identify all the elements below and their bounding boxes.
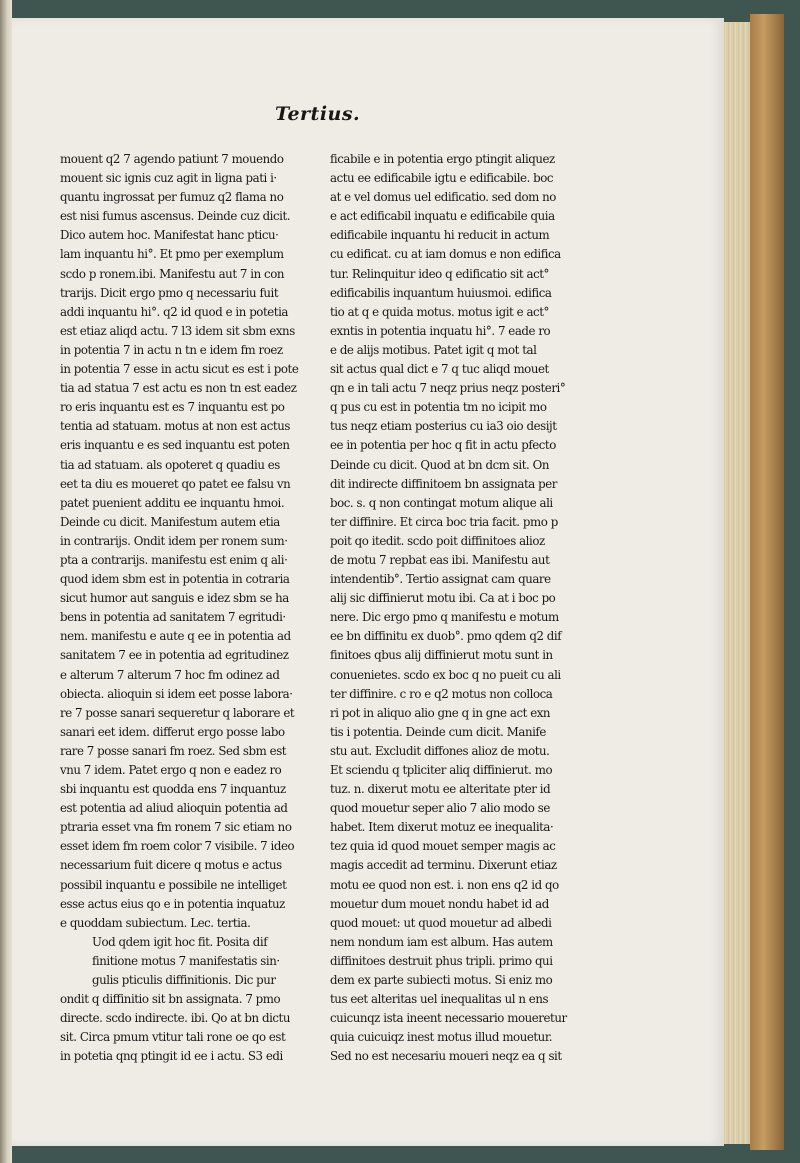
text-line: tus eet alteritas uel inequalitas ul n ens bbox=[330, 992, 549, 1007]
text-line: obiecta. alioquin si idem eet posse labora· bbox=[60, 686, 293, 701]
text-line: ondit q diffinitio sit bn assignata. 7 pmo bbox=[60, 992, 281, 1007]
text-line: patet puenient additu ee inquantu hmoi. bbox=[60, 495, 285, 510]
text-line: dem ex parte subiecti motus. Si eniz mo bbox=[330, 973, 553, 988]
text-line: cu edificat. cu at iam domus e non edifica bbox=[330, 247, 561, 262]
text-line: sanitatem 7 ee in potentia ad egritudinez bbox=[60, 648, 289, 663]
text-line: magis accedit ad terminu. Dixerunt etiaz bbox=[330, 858, 557, 873]
text-line: boc. s. q non contingat motum alique ali bbox=[330, 495, 553, 510]
text-line: sanari eet idem. differut ergo posse labo bbox=[60, 724, 285, 739]
text-line: e alterum 7 alterum 7 hoc fm odinez ad bbox=[60, 667, 280, 682]
text-line: actu ee edificabile igtu e edificabile. boc bbox=[330, 171, 554, 186]
text-line: e quoddam subiectum. Lec. tertia. bbox=[60, 915, 251, 930]
text-line: tentia ad statuam. motus at non est actus bbox=[60, 419, 290, 434]
text-line: sit. Circa pmum vtitur tali rone oe qo est bbox=[60, 1030, 286, 1045]
text-line: q pus cu est in potentia tm no icipit mo bbox=[330, 400, 547, 415]
text-line: in potentia 7 in actu n tn e idem fm roez bbox=[60, 342, 283, 357]
text-line: in potetia qnq ptingit id ee i actu. S3 edi bbox=[60, 1049, 283, 1064]
text-line: pta a contrarijs. manifestu est enim q ali· bbox=[60, 552, 288, 567]
text-line: tuz. n. dixerut motu ee alteritate pter id bbox=[330, 782, 551, 797]
page-block-edge bbox=[722, 22, 750, 1144]
text-line: poit qo itedit. scdo poit diffinitoes alioz bbox=[330, 533, 545, 548]
text-line: gulis pticulis diffinitionis. Dic pur bbox=[92, 973, 276, 988]
text-line: edificabilis inquantum huiusmoi. edifica bbox=[330, 285, 552, 300]
text-line: possibil inquantu e possibile ne intelliget bbox=[60, 877, 287, 892]
text-line: quia cuicuiqz inest motus illud mouetur. bbox=[330, 1030, 553, 1045]
text-line: est etiaz aliqd actu. 7 l3 idem sit sbm exns bbox=[60, 323, 295, 338]
text-line: necessarium fuit dicere q motus e actus bbox=[60, 858, 282, 873]
text-line: nem. manifestu e aute q ee in potentia ad bbox=[60, 629, 291, 644]
text-line: quod mouetur seper alio 7 alio modo se bbox=[330, 801, 550, 816]
text-line: ri pot in aliquo alio gne q in gne act exn bbox=[330, 705, 551, 720]
text-line: in contrarijs. Ondit idem per ronem sum· bbox=[60, 533, 288, 548]
text-line: bens in potentia ad sanitatem 7 egritudi· bbox=[60, 610, 286, 625]
facing-page-edge bbox=[0, 0, 12, 1163]
text-line: esse actus eius qo e in potentia inquatuz bbox=[60, 896, 285, 911]
text-line: mouent sic ignis cuz agit in ligna pati i· bbox=[60, 171, 277, 186]
book-cover bbox=[750, 14, 784, 1150]
text-line: exntis in potentia inquatu hi°. 7 eade ro bbox=[330, 323, 551, 338]
text-line: motu ee quod non est. i. non ens q2 id qo bbox=[330, 877, 559, 892]
text-line: ee bn diffinitu ex duob°. pmo qdem q2 dif bbox=[330, 629, 562, 644]
left-text-column bbox=[60, 150, 318, 1067]
text-line: alij sic diffinierut motu ibi. Ca at i boc po bbox=[330, 591, 556, 606]
text-line: tia ad statuam. als opoteret q quadiu es bbox=[60, 457, 280, 472]
text-line: eris inquantu e es sed inquantu est poten bbox=[60, 438, 290, 453]
text-line: ee in potentia per hoc q fit in actu pfecto bbox=[330, 438, 556, 453]
text-line: nere. Dic ergo pmo q manifestu e motum bbox=[330, 610, 559, 625]
text-line: addi inquantu hi°. q2 id quod e in potetia bbox=[60, 304, 288, 319]
text-line: dit indirecte diffinitoem bn assignata per bbox=[330, 476, 557, 491]
text-line: est nisi fumus ascensus. Deinde cuz dicit. bbox=[60, 209, 291, 224]
text-line: ter diffinire. Et circa boc tria facit. pmo p bbox=[330, 514, 558, 529]
text-line: eet ta diu es moueret qo patet ee falsu vn bbox=[60, 476, 291, 491]
text-line: sbi inquantu est quodda ens 7 inquantuz bbox=[60, 782, 286, 797]
text-line: tis i potentia. Deinde cum dicit. Manife bbox=[330, 724, 546, 739]
text-line: quod mouet: ut quod mouetur ad albedi bbox=[330, 915, 552, 930]
text-line: finitoes qbus alij diffinierut motu sunt in bbox=[330, 648, 553, 663]
text-line: Uod qdem igit hoc fit. Posita dif bbox=[92, 934, 268, 949]
text-line: Dico autem hoc. Manifestat hanc pticu· bbox=[60, 228, 279, 243]
text-line: tez quia id quod mouet semper magis ac bbox=[330, 839, 556, 854]
text-line: diffinitoes destruit phus tripli. primo qui bbox=[330, 953, 553, 968]
text-line: e de alijs motibus. Patet igit q mot tal bbox=[330, 342, 537, 357]
text-line: tus neqz etiam posterius cu ia3 oio desijt bbox=[330, 419, 557, 434]
text-line: at e vel domus uel edificatio. sed dom no bbox=[330, 190, 556, 205]
text-line: mouent q2 7 agendo patiunt 7 mouendo bbox=[60, 152, 284, 166]
text-line: sit actus qual dict e 7 q tuc aliqd mouet bbox=[330, 362, 549, 377]
text-line: directe. scdo indirecte. ibi. Qo at bn dictu bbox=[60, 1011, 290, 1026]
text-line: scdo p ronem.ibi. Manifestu aut 7 in con bbox=[60, 266, 284, 281]
text-line: Et sciendu q tpliciter aliq diffinierut. mo bbox=[330, 763, 553, 777]
text-line: trarijs. Dicit ergo pmo q necessariu fuit bbox=[60, 285, 279, 300]
text-line: Deinde cu dicit. Manifestum autem etia bbox=[60, 514, 280, 529]
text-line: ter diffinire. c ro e q2 motus non colloca bbox=[330, 686, 553, 701]
text-line: quod idem sbm est in potentia in cotraria bbox=[60, 572, 290, 587]
text-line: finitione motus 7 manifestatis sin· bbox=[92, 953, 280, 968]
text-line: ptraria esset vna fm ronem 7 sic etiam no bbox=[60, 820, 292, 835]
text-line: edificabile inquantu hi reducit in actum bbox=[330, 228, 550, 243]
text-line: tia ad statua 7 est actu es non tn est eadez bbox=[60, 381, 297, 396]
text-line: tur. Relinquitur ideo q edificatio sit act° bbox=[330, 266, 549, 281]
text-line: esset idem fm roem color 7 visibile. 7 ideo bbox=[60, 839, 295, 854]
text-line: in potentia 7 esse in actu sicut es est i pote bbox=[60, 362, 299, 377]
text-line: est potentia ad aliud alioquin potentia ad bbox=[60, 801, 288, 816]
text-line: lam inquantu hi°. Et pmo per exemplum bbox=[60, 247, 284, 262]
text-line: Sed no est necesariu moueri neqz ea q sit bbox=[330, 1049, 562, 1064]
text-line: intendentib°. Tertio assignat cam quare bbox=[330, 572, 551, 587]
text-line: habet. Item dixerut motuz ee inequalita· bbox=[330, 820, 554, 835]
text-line: sicut humor aut sanguis e idez sbm se ha bbox=[60, 591, 289, 606]
text-line: tio at q e quida motus. motus igit e act° bbox=[330, 304, 549, 319]
text-line: conuenietes. scdo ex boc q no pueit cu ali bbox=[330, 667, 561, 682]
text-line: de motu 7 repbat eas ibi. Manifestu aut bbox=[330, 552, 550, 567]
text-line: vnu 7 idem. Patet ergo q non e eadez ro bbox=[60, 763, 282, 777]
text-line: stu aut. Excludit diffones alioz de motu. bbox=[330, 743, 550, 758]
text-line: nem nondum iam est album. Has autem bbox=[330, 934, 553, 949]
text-line: Deinde cu dicit. Quod at bn dcm sit. On bbox=[330, 457, 549, 472]
text-line: quantu ingrossat per fumuz q2 flama no bbox=[60, 190, 284, 205]
text-line: re 7 posse sanari sequeretur q laborare et bbox=[60, 705, 295, 720]
text-line: mouetur dum mouet nondu habet id ad bbox=[330, 896, 549, 911]
text-line: cuicunqz ista ineent necessario moueretur bbox=[330, 1011, 567, 1026]
text-line: qn e in tali actu 7 neqz prius neqz posteri° bbox=[330, 381, 566, 396]
text-line: ficabile e in potentia ergo ptingit aliquez bbox=[330, 152, 555, 166]
text-line: e act edificabil inquatu e edificabile quia bbox=[330, 209, 555, 224]
right-text-column bbox=[330, 150, 575, 1067]
text-line: ro eris inquantu est es 7 inquantu est po bbox=[60, 400, 285, 415]
running-head: Tertius. bbox=[275, 103, 361, 125]
text-line: rare 7 posse sanari fm roez. Sed sbm est bbox=[60, 743, 287, 758]
